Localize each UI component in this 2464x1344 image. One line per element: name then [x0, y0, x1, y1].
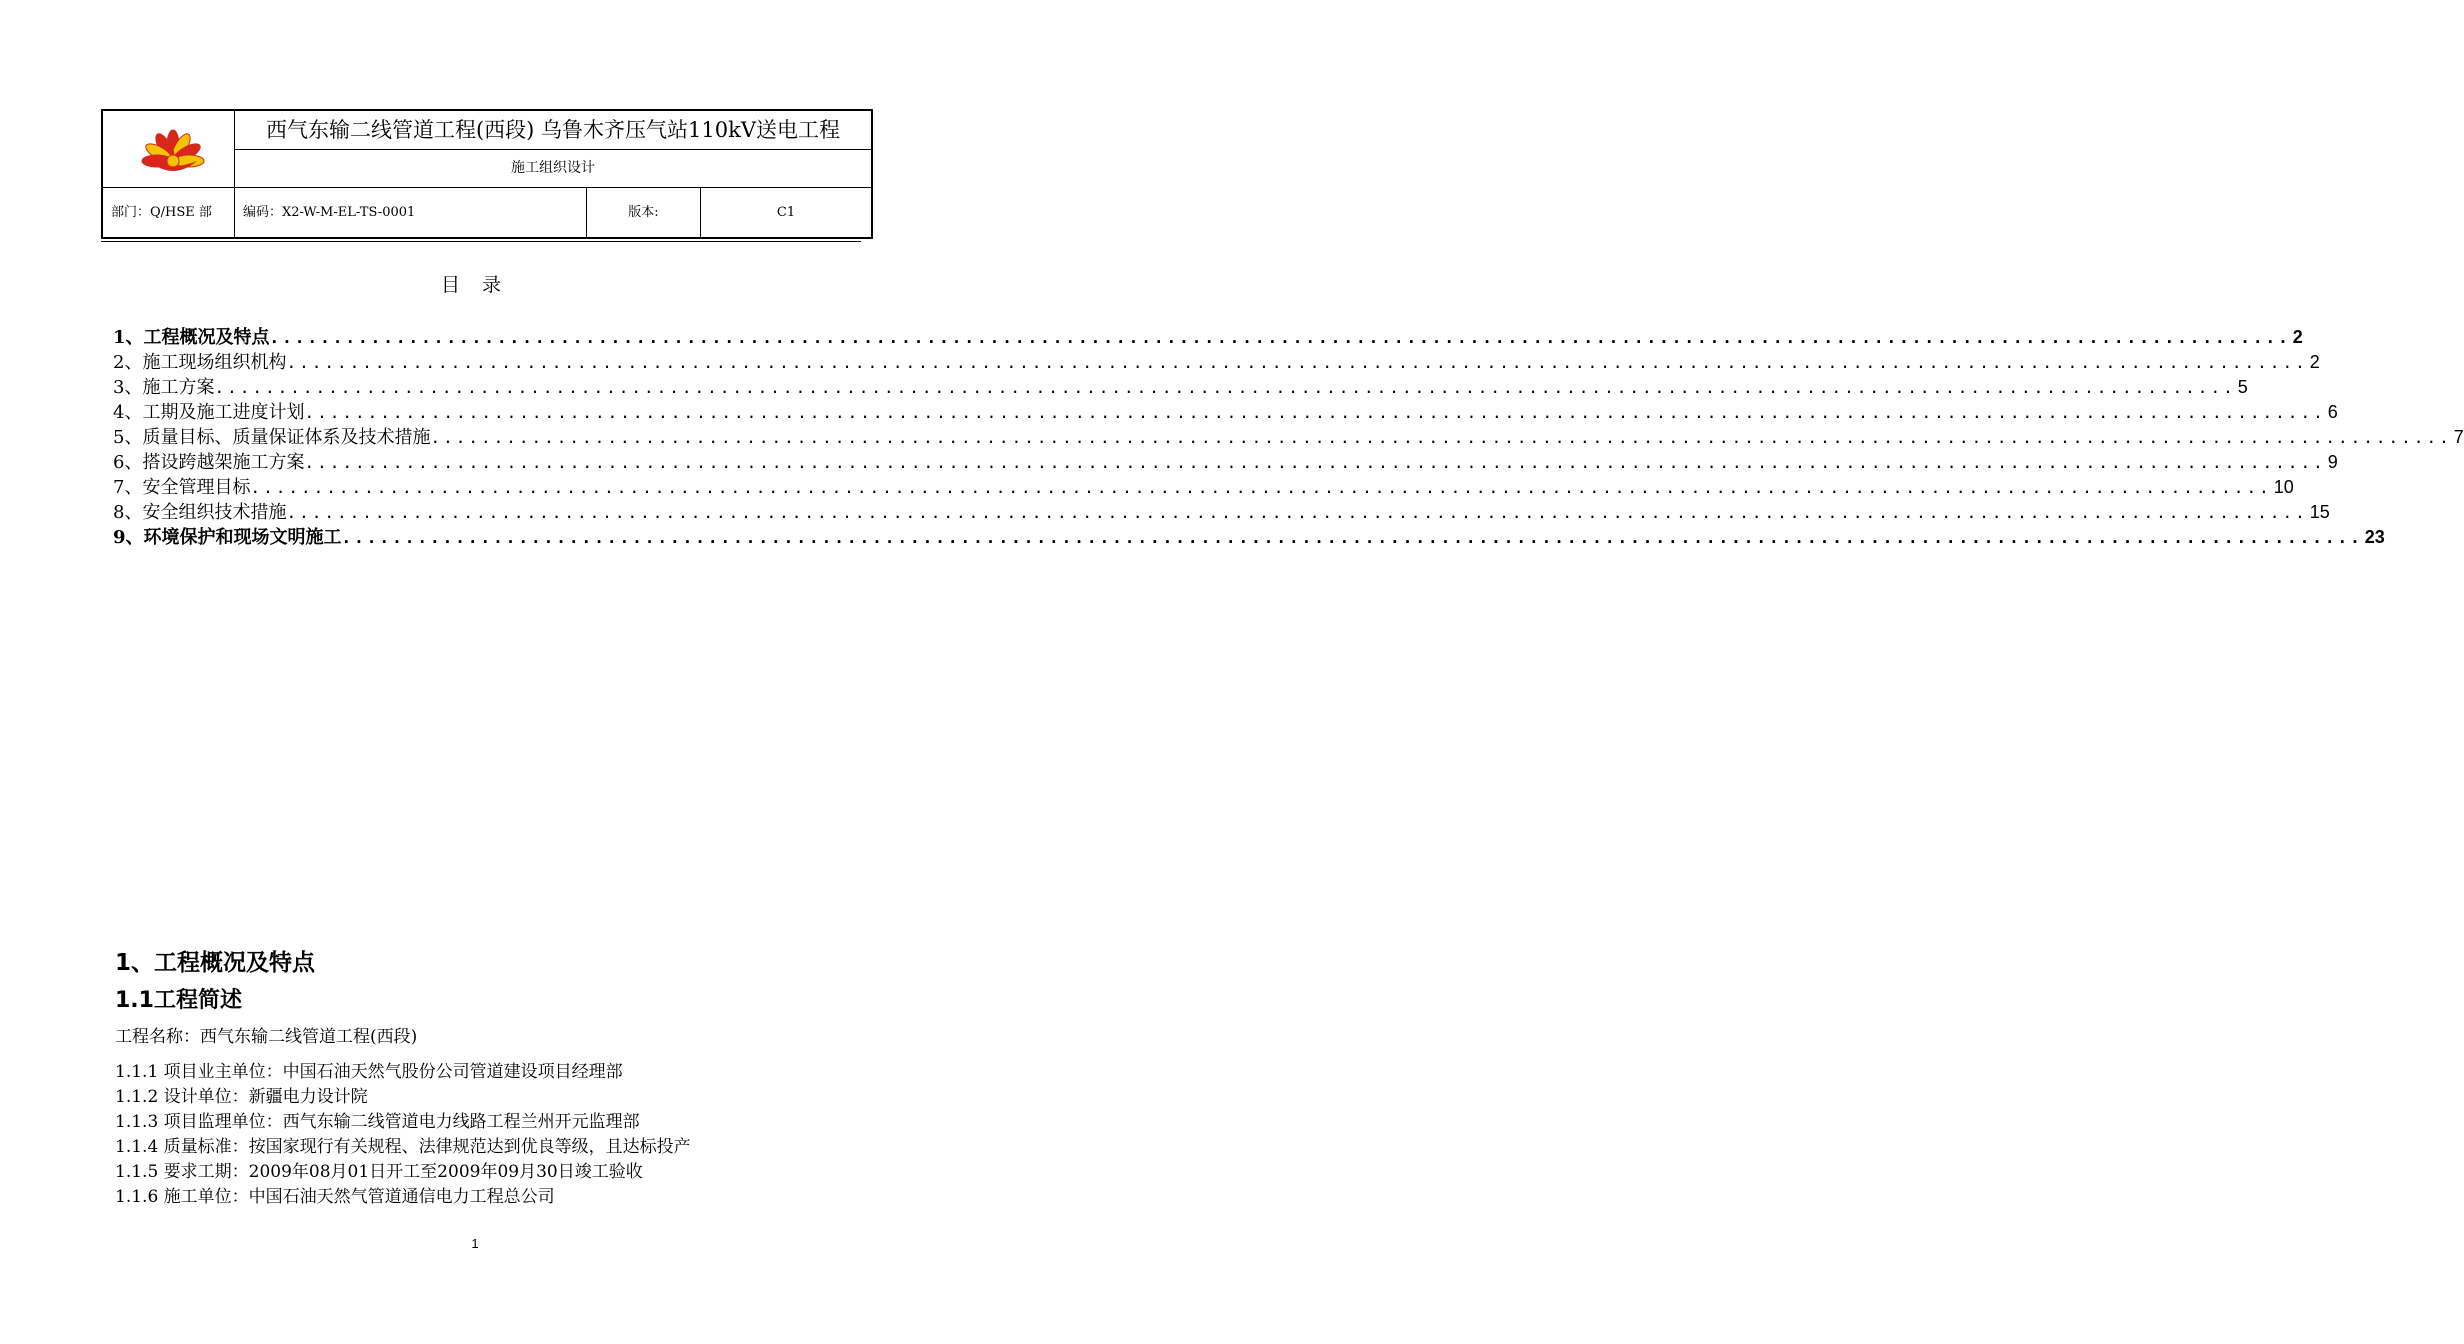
- logo-center: [167, 155, 179, 167]
- toc-leader-dots: ................................................................................................................................................................: [269, 328, 2291, 347]
- toc-entry-label: 5、质量目标、质量保证体系及技术措施: [113, 427, 431, 448]
- toc-entry[interactable]: [113, 473, 2294, 498]
- table-of-contents: [113, 323, 2464, 548]
- toc-entry-label: 8、安全组织技术措施: [113, 502, 287, 523]
- page-number: 1: [471, 1236, 479, 1251]
- paragraph-supervisor: 1.1.3 项目监理单位：西气东输二线管道电力线路工程兰州开元监理部: [115, 1112, 640, 1132]
- toc-entry-label: 2、施工现场组织机构: [113, 352, 287, 373]
- toc-title: 目 录: [440, 274, 510, 296]
- toc-entry-label: 3、施工方案: [113, 377, 215, 398]
- toc-entry[interactable]: [113, 348, 2320, 373]
- toc-entry-page: 15: [2309, 502, 2330, 522]
- toc-entry-page: 9: [2327, 452, 2338, 472]
- toc-entry[interactable]: [113, 423, 2464, 448]
- subsection-heading: 1.1工程简述: [115, 988, 242, 1013]
- header-subtitle: 施工组织设计: [511, 160, 595, 176]
- toc-leader-dots: ................................................................................................................................................................: [214, 378, 2236, 397]
- version-label: 版本:: [628, 205, 659, 220]
- toc-entry-page: 6: [2327, 402, 2338, 422]
- version-value: C1: [776, 205, 796, 220]
- toc-entry-page: 2: [2292, 327, 2303, 347]
- toc-entry-label: 7、安全管理目标: [113, 477, 251, 498]
- section-heading: 1、工程概况及特点: [115, 950, 316, 976]
- toc-entry-page: 7: [2453, 427, 2464, 447]
- header-title: 西气东输二线管道工程(西段) 乌鲁木齐压气站110kV送电工程: [265, 118, 841, 142]
- toc-entry-label: 4、工期及施工进度计划: [113, 402, 305, 423]
- toc-entry[interactable]: [113, 373, 2248, 398]
- toc-entry[interactable]: [113, 398, 2338, 423]
- paragraph-contractor: 1.1.6 施工单位：中国石油天然气管道通信电力工程总公司: [115, 1187, 555, 1207]
- toc-leader-dots: ................................................................................................................................................................: [341, 528, 2363, 547]
- toc-entry-page: 5: [2237, 377, 2248, 397]
- toc-leader-dots: ................................................................................................................................................................: [250, 478, 2272, 497]
- toc-leader-dots: ................................................................................................................................................................: [304, 453, 2326, 472]
- toc-entry-page: 2: [2309, 352, 2320, 372]
- header-underline: [101, 241, 861, 242]
- toc-entry-page: 23: [2364, 527, 2385, 547]
- department-field: 部门：Q/HSE 部: [111, 205, 212, 220]
- paragraph-quality: 1.1.4 质量标准：按国家现行有关规程、法律规范达到优良等级，且达标投产: [115, 1137, 691, 1157]
- toc-entry-label: 9、环境保护和现场文明施工: [113, 527, 342, 548]
- paragraph-project-name: 工程名称：西气东输二线管道工程(西段): [115, 1027, 418, 1047]
- toc-leader-dots: ................................................................................................................................................................: [304, 403, 2326, 422]
- paragraph-owner: 1.1.1 项目业主单位：中国石油天然气股份公司管道建设项目经理部: [115, 1062, 623, 1082]
- toc-entry[interactable]: [113, 323, 2303, 348]
- toc-entry[interactable]: [113, 523, 2385, 548]
- toc-entry-page: 10: [2273, 477, 2294, 497]
- petrochina-logo-icon: [143, 121, 203, 177]
- document-header-table: [101, 109, 873, 239]
- paragraph-schedule: 1.1.5 要求工期：2009年08月01日开工至2009年09月30日竣工验收: [115, 1162, 643, 1182]
- toc-entry-label: 1、工程概况及特点: [113, 327, 270, 348]
- toc-leader-dots: ................................................................................................................................................................: [286, 353, 2308, 372]
- document-code-field: 编码：X2-W-M-EL-TS-0001: [243, 205, 416, 220]
- paragraph-designer: 1.1.2 设计单位：新疆电力设计院: [115, 1087, 368, 1107]
- toc-leader-dots: ................................................................................................................................................................: [430, 428, 2452, 447]
- toc-entry[interactable]: [113, 498, 2330, 523]
- toc-entry-label: 6、搭设跨越架施工方案: [113, 452, 305, 473]
- toc-entry[interactable]: [113, 448, 2338, 473]
- toc-leader-dots: ................................................................................................................................................................: [286, 503, 2308, 522]
